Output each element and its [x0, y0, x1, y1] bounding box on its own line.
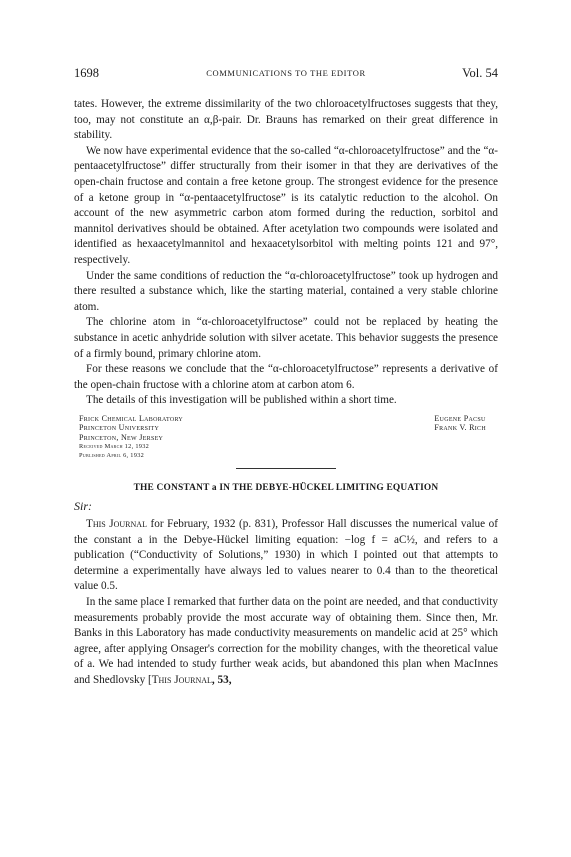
volume-label: Vol. 54: [462, 66, 498, 80]
paragraph: The chlorine atom in “α-chloroacetylfructose” could not be replaced by heating the substance in acetic anhydride solution with silver acetate. This behavior suggests the presence of a firmly bound, primary chlorine atom.: [74, 316, 498, 360]
affiliation-block: [74, 414, 498, 461]
paragraph: [74, 517, 498, 595]
page-number: 1698: [74, 66, 99, 80]
published-date: Published April 6, 1932: [79, 451, 145, 459]
letter-title: THE CONSTANT a IN THE DEBYE-HÜCKEL LIMITING EQUATION: [133, 482, 439, 493]
paragraph: The details of this investigation will be published within a short time.: [86, 394, 397, 407]
paragraph-text: for February, 1932 (p. 831), Professor Hall discusses the numerical value of the constant a in the Debye-Hückel limiting equation: −log f = aC½, and refers to a publication (“Conductivity of Solutions,” 1930) in which I pointed out that attempts to determine a experimentally have always led to values nearer to 0.4 than to the theoretical value 0.5.: [74, 518, 498, 593]
lab-name: Frick Chemical Laboratory: [79, 413, 184, 423]
journal-name: This Journal: [86, 518, 147, 531]
author-name: Frank V. Rich: [434, 423, 486, 433]
author-name: Eugene Pacsu: [434, 413, 486, 423]
paragraph: We now have experimental evidence that the so-called “α-chloroacetylfructose” and the “α-pentaacetylfructose” differ structurally from their isomer in that they are derivatives of the open-chain fructose and contain a free ketone group. The strongest evidence for the presence of a ketone group in “α-pentaacetylfructose” is its catalytic reduction to the alcohol. On account of the new asymmetric carbon atom formed during the reduction, sorbitol and mannitol derivatives should be obtained. After acetylation two compounds were isolated and identified as hexaacetylmannitol and hexaacetylsorbitol with melting points 121 and 97°, respectively.: [74, 144, 498, 266]
volume-ref: , 53,: [211, 674, 232, 686]
received-date: Received March 12, 1932: [79, 443, 150, 451]
running-title: COMMUNICATIONS TO THE EDITOR: [206, 68, 366, 78]
paragraph: [74, 595, 498, 689]
paragraph: Under the same conditions of reduction the “α-chloroacetylfructose” took up hydrogen and there resulted a substance which, like the starting material, contained a very stable chlorine atom.: [74, 269, 498, 313]
journal-name: This Journal: [151, 674, 212, 686]
article-body: [74, 97, 498, 689]
city-name: Princeton, New Jersey: [79, 432, 164, 442]
paragraph-text: In the same place I remarked that further data on the point are needed, and that conductivity measurements probably provide the most accurate way of obtaining them. Since then, Mr. Banks in this Laboratory has made conductivity measurements on mandelic acid at 25° which agree, after applying Onsager's correction for the mobility changes, with the theoretical value of a. We had intended to study further weak acids, but abandoned this plan when MacInnes and Shedlovsky [: [74, 596, 498, 686]
page-header: [74, 66, 498, 82]
paragraph: For these reasons we conclude that the “α-chloroacetylfructose” represents a derivative of the open-chain fructose with a chlorine atom at carbon atom 6.: [74, 363, 498, 391]
university-name: Princeton University: [79, 423, 160, 433]
paragraph: tates. However, the extreme dissimilarity of the two chloroacetylfructoses suggests that they, too, may not constitute an α,β-pair. Dr. Brauns has remarked on their great difference in stability.: [74, 98, 498, 142]
section-divider: [236, 468, 336, 469]
salutation: Sir:: [74, 499, 92, 514]
